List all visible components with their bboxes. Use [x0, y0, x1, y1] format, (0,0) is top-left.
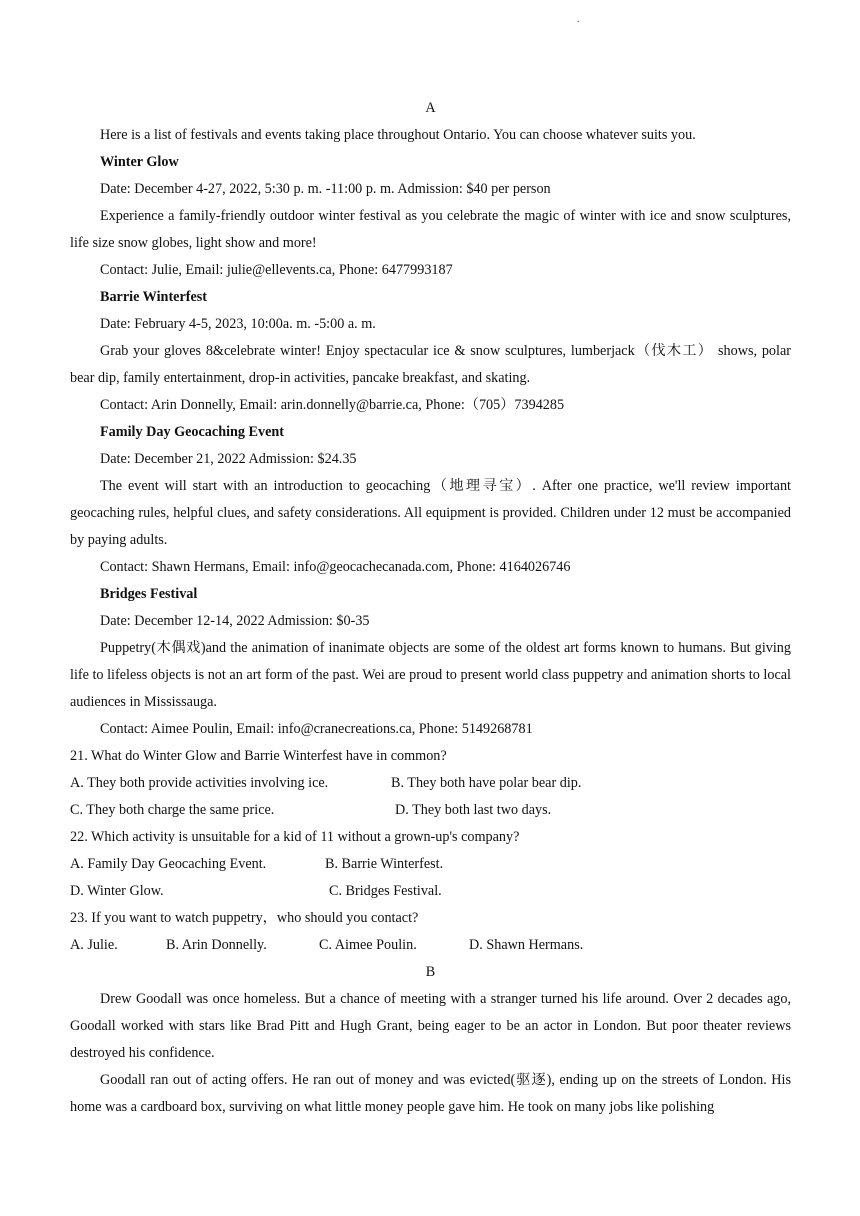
- option-c: C. Bridges Festival.: [329, 883, 442, 899]
- event-contact: Contact: Shawn Hermans, Email: info@geocachecanada.com, Phone: 4164026746: [100, 559, 571, 575]
- event-description: Grab your gloves 8&celebrate winter! Enjoy spectacular ice & snow sculptures, lumberjack（伐木工） shows, polar bear dip, family entertainment, drop-in activities, pancake breakfast, and skating.: [70, 343, 791, 386]
- option-c: C. They both charge the same price.: [70, 802, 275, 818]
- section-b-paragraph: Goodall ran out of acting offers. He ran out of money and was evicted(驱逐), ending up on the streets of London. His home was a cardboard box, surviving on what little money people gave him. He took on many jobs like polishing: [70, 1072, 791, 1115]
- option-b: B. They both have polar bear dip.: [391, 775, 582, 791]
- section-b-label: B: [425, 964, 436, 980]
- event-title: Family Day Geocaching Event: [100, 424, 285, 440]
- event-date: Date: February 4-5, 2023, 10:00a. m. -5:00 a. m.: [100, 316, 376, 332]
- event-description: Puppetry(木偶戏)and the animation of inanimate objects are some of the oldest art forms known to humans. But giving life to lifeless objects is not an art form of the past. Wei are proud to present world class puppetry and animation shorts to local audiences in Mississauga.: [70, 640, 791, 710]
- option-a: A. They both provide activities involving ice.: [70, 775, 329, 791]
- option-c: C. Aimee Poulin.: [319, 937, 417, 953]
- question-stem: 21. What do Winter Glow and Barrie Winterfest have in common?: [70, 748, 447, 764]
- header-mark: .: [577, 14, 580, 25]
- event-date: Date: December 12-14, 2022 Admission: $0-35: [100, 613, 370, 629]
- event-description: Experience a family-friendly outdoor winter festival as you celebrate the magic of winter with ice and snow sculptures, life size snow globes, light show and more!: [70, 208, 791, 251]
- event-description: The event will start with an introduction to geocaching（地理寻宝）. After one practice, we'll review important geocaching rules, helpful clues, and safety considerations. All equipment is provided. Children under 12 must be accompanied by paying adults.: [70, 478, 791, 548]
- event-contact: Contact: Julie, Email: julie@ellevents.ca, Phone: 6477993187: [100, 262, 453, 278]
- question-stem: 23. If you want to watch puppetry，who should you contact?: [70, 910, 419, 926]
- question-stem: 22. Which activity is unsuitable for a kid of 11 without a grown-up's company?: [70, 829, 520, 845]
- section-b-paragraph: Drew Goodall was once homeless. But a chance of meeting with a stranger turned his life around. Over 2 decades ago, Goodall worked with stars like Brad Pitt and Hugh Grant, being eager to be an actor in London. But poor theater reviews destroyed his confidence.: [70, 991, 791, 1061]
- event-title: Winter Glow: [100, 154, 179, 170]
- option-row: [70, 878, 791, 905]
- option-a: A. Family Day Geocaching Event.: [70, 856, 267, 872]
- option-row: [70, 770, 791, 797]
- event-date: Date: December 21, 2022 Admission: $24.35: [100, 451, 357, 467]
- option-b: B. Arin Donnelly.: [166, 937, 267, 953]
- section-a-label: A: [425, 100, 436, 116]
- event-date: Date: December 4-27, 2022, 5:30 p. m. -11:00 p. m. Admission: $40 per person: [100, 181, 551, 197]
- option-a: A. Julie.: [70, 937, 118, 953]
- section-a-intro: Here is a list of festivals and events taking place throughout Ontario. You can choose whatever suits you.: [100, 127, 696, 143]
- event-title: Barrie Winterfest: [100, 289, 208, 305]
- event-title: Bridges Festival: [100, 586, 198, 602]
- option-d: D. Winter Glow.: [70, 883, 164, 899]
- event-contact: Contact: Arin Donnelly, Email: arin.donnelly@barrie.ca, Phone:（705）7394285: [100, 397, 565, 413]
- option-b: B. Barrie Winterfest.: [325, 856, 444, 872]
- option-row: [70, 851, 791, 878]
- option-d: D. Shawn Hermans.: [469, 937, 584, 953]
- event-contact: Contact: Aimee Poulin, Email: info@cranecreations.ca, Phone: 5149268781: [100, 721, 533, 737]
- option-row: [70, 797, 791, 824]
- document-page: [70, 95, 791, 1121]
- option-d: D. They both last two days.: [395, 802, 552, 818]
- option-row: [70, 932, 791, 959]
